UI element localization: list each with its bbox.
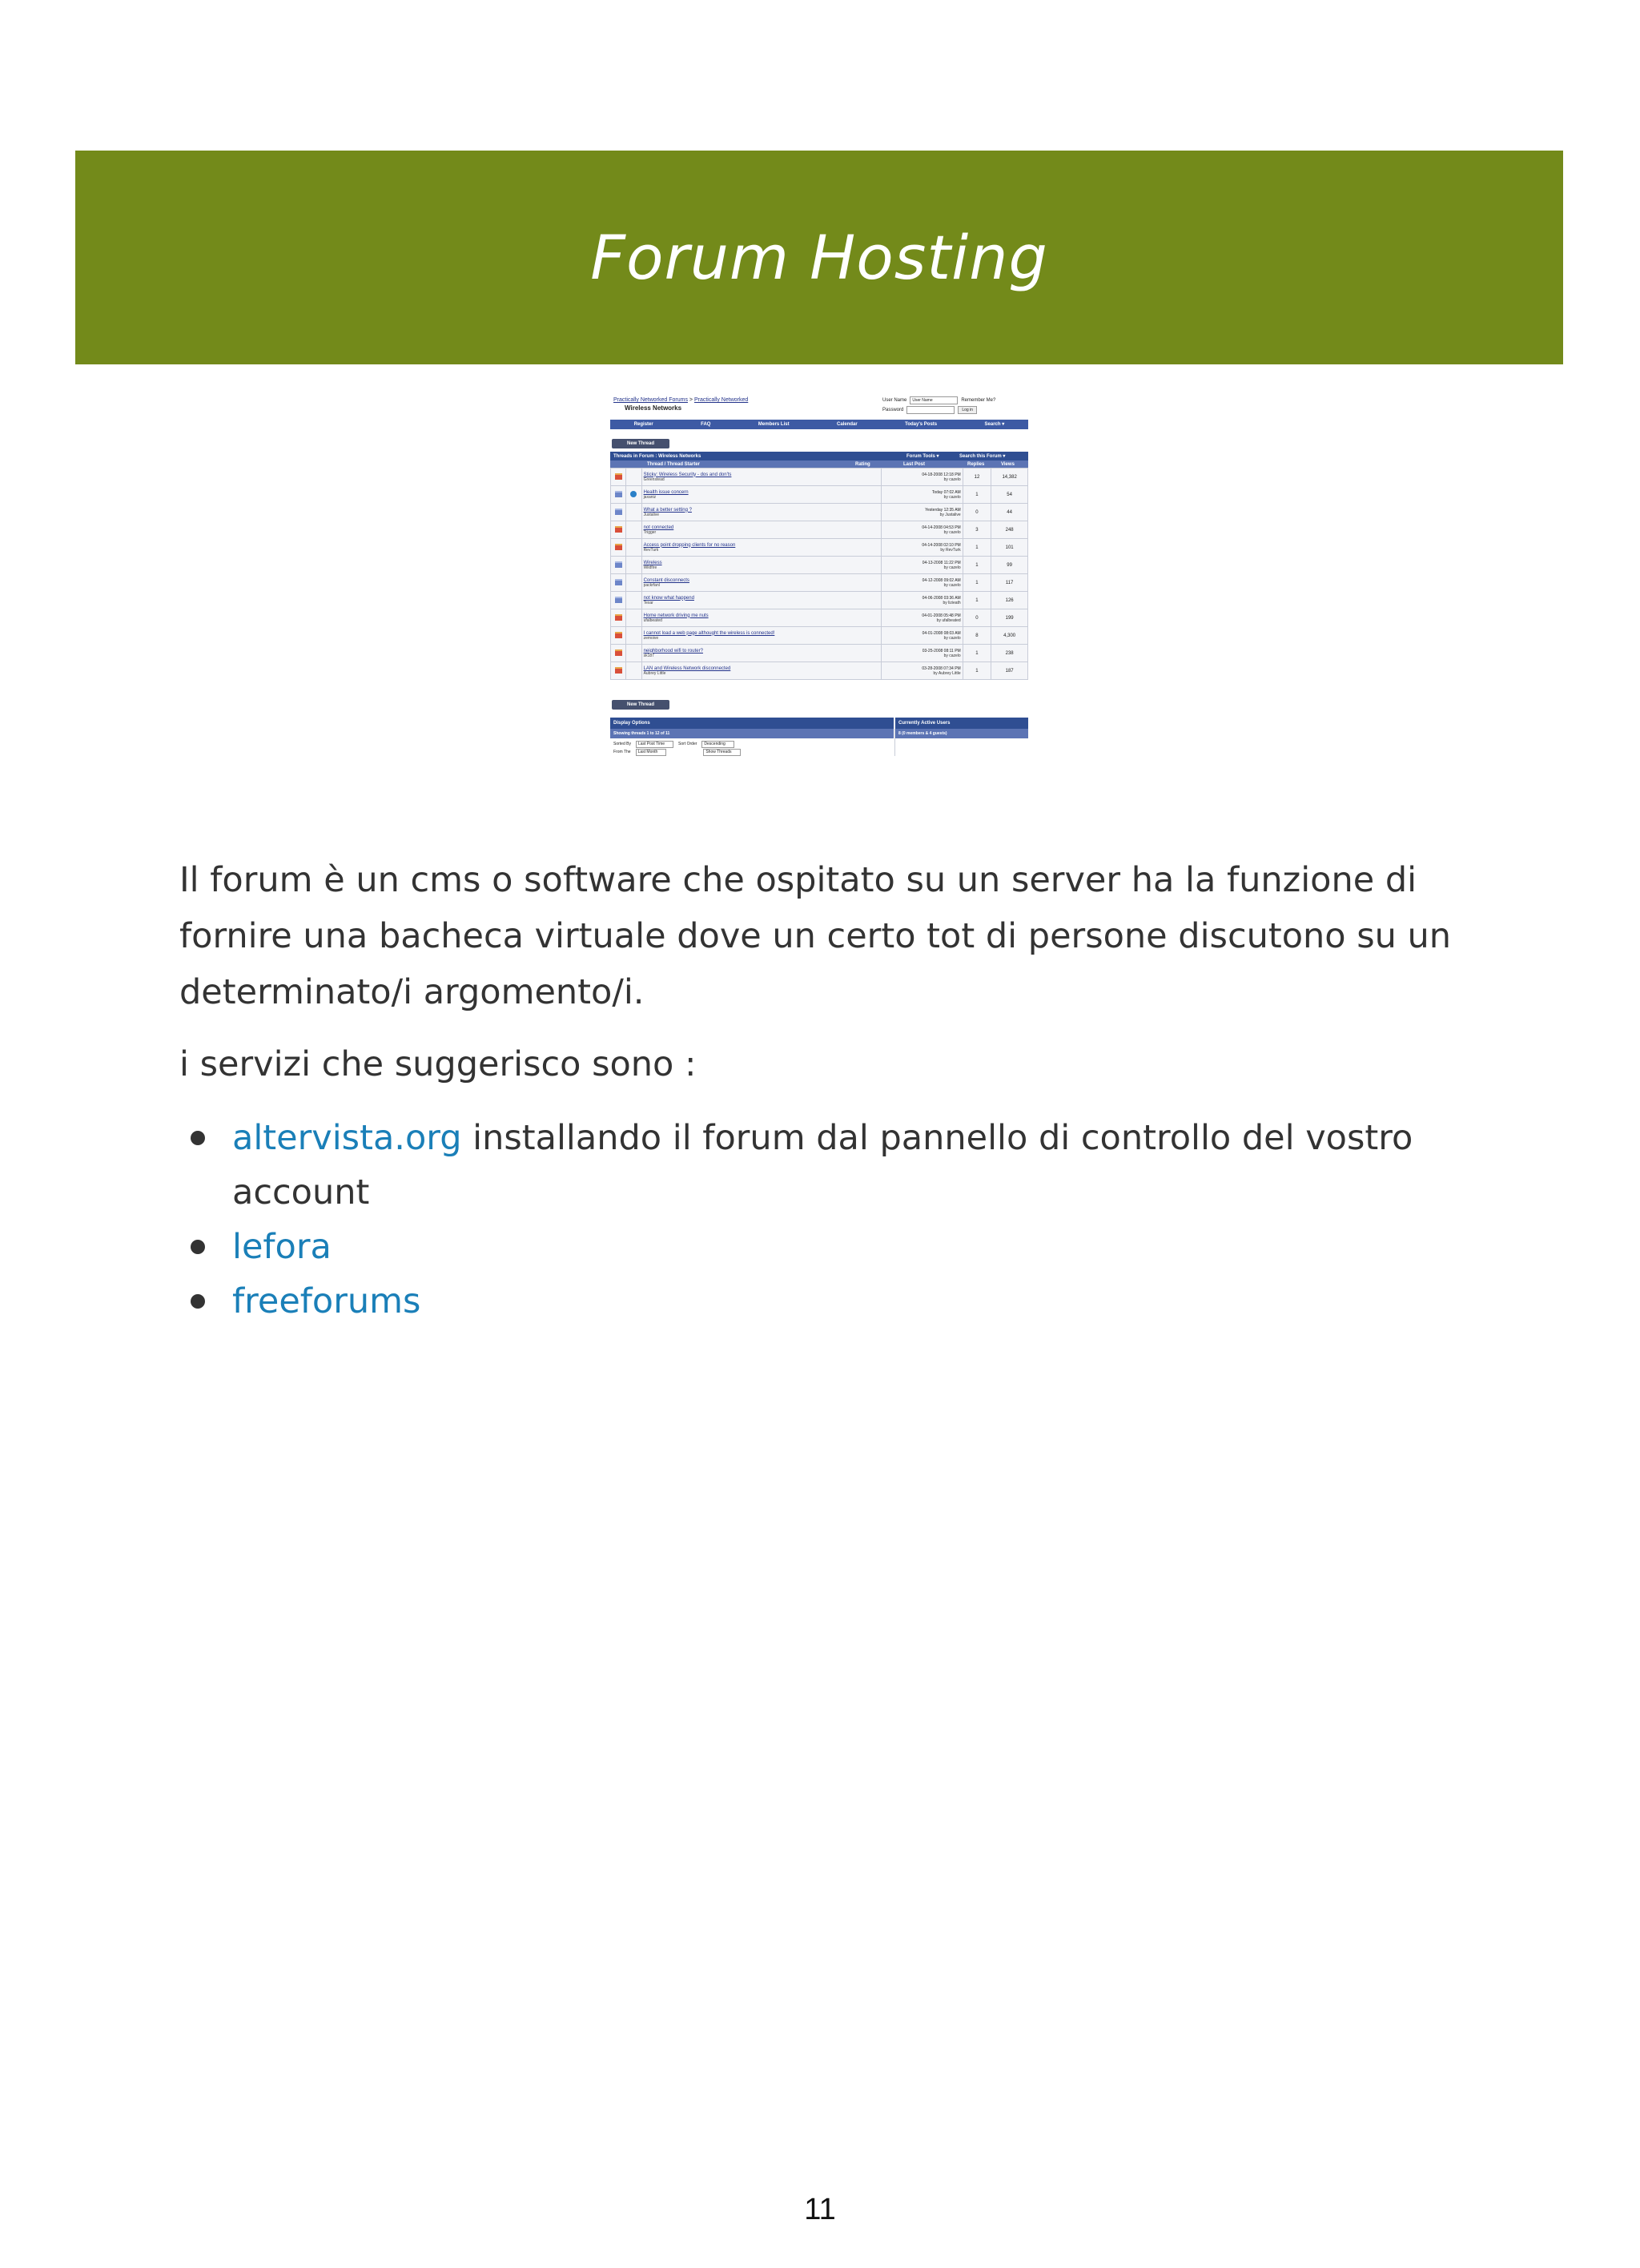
nav-register[interactable]: Register bbox=[633, 422, 653, 427]
page-number: 11 bbox=[804, 2193, 836, 2226]
table-row[interactable] bbox=[611, 662, 1028, 680]
last-post-user[interactable]: by Justalive bbox=[939, 512, 961, 517]
views-cell: 238 bbox=[991, 645, 1028, 662]
last-post-date: 04-14-2008 02:10 PM bbox=[922, 542, 961, 548]
thread-starter: Wildfire bbox=[643, 565, 657, 570]
replies-cell[interactable]: 1 bbox=[963, 662, 991, 680]
last-post-cell bbox=[882, 574, 963, 592]
link-freeforums[interactable]: freeforums bbox=[232, 1281, 421, 1321]
views-cell: 199 bbox=[991, 609, 1028, 627]
thread-title-link[interactable]: not know what happend bbox=[643, 595, 694, 601]
breadcrumb-separator: > bbox=[689, 397, 693, 403]
thread-icon-cell bbox=[626, 504, 641, 521]
folder-icon bbox=[615, 579, 622, 585]
views-cell: 187 bbox=[991, 662, 1028, 680]
thread-icon-cell bbox=[626, 627, 641, 645]
show-threads-button[interactable]: Show Threads bbox=[703, 749, 740, 756]
thread-title-link[interactable]: Health issue concern bbox=[643, 489, 689, 495]
services-list bbox=[179, 1111, 1493, 1329]
thread-starter: packrfanl bbox=[643, 582, 660, 588]
thread-starter: jaxaniz bbox=[643, 494, 657, 500]
username-input[interactable]: User Name bbox=[910, 396, 958, 404]
list-item-text: installando il forum dal pannello di controllo del vostro account bbox=[232, 1118, 1413, 1212]
thread-title-link[interactable]: Home network driving me nuts bbox=[643, 613, 709, 618]
thread-cell bbox=[641, 468, 882, 486]
remember-me-checkbox[interactable]: Remember Me? bbox=[961, 398, 996, 403]
last-post-cell bbox=[882, 521, 963, 539]
last-post-cell bbox=[882, 662, 963, 680]
intro-paragraph: Il forum è un cms o software che ospitato su un server ha la funzione di fornire una bacheca virtuale dove un certo tot di persone discutono su un determinato/i argomento/i. bbox=[179, 860, 1452, 1012]
views-cell: 4,300 bbox=[991, 627, 1028, 645]
replies-cell[interactable]: 1 bbox=[963, 574, 991, 592]
last-post-user[interactable]: by lizieath bbox=[943, 600, 961, 605]
nav-calendar[interactable]: Calendar bbox=[837, 422, 858, 427]
last-post-cell bbox=[882, 504, 963, 521]
replies-cell[interactable]: 1 bbox=[963, 539, 991, 557]
folder-icon bbox=[615, 473, 622, 480]
thread-cell bbox=[641, 504, 882, 521]
thread-icon-cell bbox=[626, 662, 641, 680]
thread-icon-cell bbox=[626, 521, 641, 539]
thread-icon-cell bbox=[626, 468, 641, 486]
thread-icon-cell bbox=[626, 574, 641, 592]
breadcrumb-link-category[interactable]: Practically Networked bbox=[693, 397, 749, 403]
thread-cell bbox=[641, 521, 882, 539]
thread-title-link[interactable]: Access point dropping clients for no reason bbox=[643, 542, 736, 548]
breadcrumb bbox=[613, 397, 748, 412]
services-intro: i servizi che suggerisco sono : bbox=[179, 1044, 697, 1084]
nav-members-list[interactable]: Members List bbox=[758, 422, 790, 427]
bullet-icon bbox=[191, 1131, 205, 1145]
bullet-icon bbox=[191, 1240, 205, 1254]
login-button[interactable]: Log in bbox=[958, 406, 977, 414]
thread-title-link[interactable]: I cannot load a web page althought the wireless is connected! bbox=[643, 630, 775, 636]
threads-bar-title: Threads in Forum : Wireless Networks bbox=[613, 454, 701, 459]
folder-icon bbox=[615, 544, 622, 550]
thread-cell bbox=[641, 609, 882, 627]
thread-starter: Trigger bbox=[643, 529, 657, 535]
sort-order-select[interactable]: Descending bbox=[701, 741, 734, 748]
new-thread-button[interactable]: New Thread bbox=[612, 439, 669, 448]
folder-icon bbox=[615, 632, 622, 638]
views-cell: 54 bbox=[991, 486, 1028, 504]
table-row[interactable] bbox=[611, 539, 1028, 557]
thread-cell bbox=[641, 627, 882, 645]
page-title: Forum Hosting bbox=[590, 222, 1048, 293]
thread-title-link[interactable]: Sticky: Wireless Security - dos and don'ts bbox=[643, 472, 732, 477]
last-post-user[interactable]: by cazelo bbox=[943, 653, 961, 658]
link-lefora[interactable]: lefora bbox=[232, 1227, 332, 1267]
forum-topbar bbox=[610, 394, 1028, 418]
thread-title-link[interactable]: neighborhood wifi to router? bbox=[643, 648, 703, 653]
replies-cell[interactable]: 12 bbox=[963, 468, 991, 486]
thread-starter: sk187 bbox=[643, 653, 654, 658]
sorted-by-label: Sorted By bbox=[613, 742, 631, 746]
replies-cell[interactable]: 1 bbox=[963, 557, 991, 574]
thread-cell bbox=[641, 645, 882, 662]
thread-status-cell bbox=[611, 609, 626, 627]
nav-search[interactable]: Search ▾ bbox=[984, 422, 1005, 427]
thread-starter: Texar bbox=[643, 600, 653, 605]
replies-cell[interactable]: 0 bbox=[963, 504, 991, 521]
display-options-bar: Display Options bbox=[610, 718, 894, 729]
active-users-bar: Currently Active Users bbox=[895, 718, 1028, 729]
last-post-date: 04-01-2008 08:03 AM bbox=[922, 630, 961, 636]
nav-faq[interactable]: FAQ bbox=[701, 422, 711, 427]
display-options-form bbox=[613, 740, 894, 756]
login-box bbox=[882, 396, 1028, 416]
last-post-date: Today 07:02 AM bbox=[931, 489, 961, 495]
table-row[interactable] bbox=[611, 645, 1028, 662]
table-row[interactable] bbox=[611, 521, 1028, 539]
thread-status-cell bbox=[611, 504, 626, 521]
views-cell: 101 bbox=[991, 539, 1028, 557]
col-rating[interactable]: Rating bbox=[855, 462, 870, 467]
thread-status-cell bbox=[611, 592, 626, 609]
table-row[interactable] bbox=[611, 592, 1028, 609]
table-row[interactable] bbox=[611, 609, 1028, 627]
last-post-date: 04-14-2008 04:53 PM bbox=[922, 525, 961, 530]
table-row[interactable] bbox=[611, 486, 1028, 504]
thread-icon-cell bbox=[626, 539, 641, 557]
last-post-cell bbox=[882, 557, 963, 574]
forum-screenshot bbox=[610, 394, 1028, 756]
list-item bbox=[179, 1274, 1493, 1329]
replies-cell[interactable]: 3 bbox=[963, 521, 991, 539]
forum-title: Wireless Networks bbox=[625, 404, 682, 412]
thread-starter: Aubrey Little bbox=[643, 670, 666, 676]
thread-status-cell bbox=[611, 539, 626, 557]
col-last-post[interactable]: Last Post bbox=[903, 462, 926, 467]
thread-status-cell bbox=[611, 627, 626, 645]
last-post-cell bbox=[882, 486, 963, 504]
last-post-user[interactable]: by cazelo bbox=[943, 477, 961, 482]
thread-status-cell bbox=[611, 521, 626, 539]
table-row[interactable] bbox=[611, 504, 1028, 521]
col-views[interactable]: Views bbox=[1001, 462, 1015, 467]
last-post-date: 04-12-2008 09:02 AM bbox=[922, 577, 961, 583]
bullet-icon bbox=[191, 1294, 205, 1309]
thread-icon-cell bbox=[626, 486, 641, 504]
last-post-cell bbox=[882, 592, 963, 609]
views-cell: 248 bbox=[991, 521, 1028, 539]
last-post-cell bbox=[882, 645, 963, 662]
folder-icon bbox=[615, 491, 622, 497]
username-label: User Name bbox=[882, 398, 907, 403]
last-post-cell bbox=[882, 539, 963, 557]
replies-cell[interactable]: 1 bbox=[963, 645, 991, 662]
last-post-date: 03-25-2008 08:11 PM bbox=[922, 648, 961, 653]
last-post-date: 04-06-2008 03:36 AM bbox=[922, 595, 961, 601]
thread-title-link[interactable]: Constant disconnects bbox=[643, 577, 689, 583]
replies-cell[interactable]: 1 bbox=[963, 486, 991, 504]
password-label: Password bbox=[882, 408, 904, 412]
views-cell: 99 bbox=[991, 557, 1028, 574]
thread-starter: Greenstead bbox=[643, 477, 665, 482]
last-post-user[interactable]: by cazelo bbox=[943, 635, 961, 641]
col-replies[interactable]: Replies bbox=[967, 462, 985, 467]
showing-threads-text: Showing threads 1 to 12 of 11 bbox=[610, 729, 894, 738]
nav-todays-posts[interactable]: Today's Posts bbox=[905, 422, 938, 427]
replies-cell[interactable]: 1 bbox=[963, 592, 991, 609]
thread-status-cell bbox=[611, 662, 626, 680]
thread-starter: RevTurk bbox=[643, 547, 659, 553]
thread-icon-cell bbox=[626, 557, 641, 574]
from-the-select[interactable]: Last Month bbox=[636, 749, 667, 756]
thread-starter: zemoive bbox=[643, 635, 659, 641]
folder-icon bbox=[615, 667, 622, 674]
last-post-date: Yesterday 12:35 AM bbox=[925, 507, 961, 513]
link-altervista[interactable]: altervista.org bbox=[232, 1118, 462, 1158]
breadcrumb-link-forums[interactable]: Practically Networked Forums bbox=[613, 397, 688, 403]
thread-title-link[interactable]: not connected bbox=[643, 525, 674, 530]
forum-tools-menu[interactable]: Forum Tools ▾ bbox=[906, 454, 939, 459]
thread-status-cell bbox=[611, 645, 626, 662]
thread-cell bbox=[641, 662, 882, 680]
last-post-cell bbox=[882, 627, 963, 645]
views-cell: 44 bbox=[991, 504, 1028, 521]
last-post-user[interactable]: by Aubrey Little bbox=[933, 670, 961, 676]
replies-cell[interactable]: 0 bbox=[963, 609, 991, 627]
views-cell: 117 bbox=[991, 574, 1028, 592]
folder-icon bbox=[615, 509, 622, 515]
search-forum-menu[interactable]: Search this Forum ▾ bbox=[959, 454, 1006, 459]
thread-status-cell bbox=[611, 486, 626, 504]
last-post-cell bbox=[882, 468, 963, 486]
sort-order-label: Sort Order bbox=[678, 742, 697, 746]
last-post-user[interactable]: by cazelo bbox=[943, 494, 961, 500]
table-row[interactable] bbox=[611, 627, 1028, 645]
last-post-date: 04-13-2008 11:22 PM bbox=[922, 560, 961, 565]
thread-cell bbox=[641, 557, 882, 574]
thread-starter: Justalive bbox=[643, 512, 660, 517]
table-row[interactable] bbox=[611, 557, 1028, 574]
last-post-user[interactable]: by cazelo bbox=[943, 565, 961, 570]
from-the-label: From The bbox=[613, 750, 631, 754]
thread-title-link[interactable]: LAN and Wireless Network disconnected bbox=[643, 666, 731, 671]
last-post-cell bbox=[882, 609, 963, 627]
last-post-date: 03-28-2008 07:34 PM bbox=[922, 666, 961, 671]
folder-icon bbox=[615, 561, 622, 568]
last-post-user[interactable]: by RevTurk bbox=[940, 547, 961, 553]
thread-cell bbox=[641, 539, 882, 557]
folder-icon bbox=[615, 526, 622, 533]
thread-icon-cell bbox=[626, 592, 641, 609]
last-post-date: 04-18-2008 12:18 PM bbox=[922, 472, 961, 477]
new-thread-button-bottom[interactable]: New Thread bbox=[612, 700, 669, 710]
list-item bbox=[179, 1220, 1493, 1274]
threads-table bbox=[610, 468, 1028, 680]
views-cell: 126 bbox=[991, 592, 1028, 609]
sorted-by-select[interactable]: Last Post Time bbox=[636, 741, 673, 748]
folder-icon bbox=[615, 614, 622, 621]
password-input[interactable] bbox=[906, 406, 955, 414]
thread-status-cell bbox=[611, 574, 626, 592]
thread-cell bbox=[641, 592, 882, 609]
thread-cell bbox=[641, 486, 882, 504]
replies-cell[interactable]: 8 bbox=[963, 627, 991, 645]
thread-status-cell bbox=[611, 557, 626, 574]
table-row[interactable] bbox=[611, 574, 1028, 592]
thread-icon-cell bbox=[626, 645, 641, 662]
thread-title-link[interactable]: What a better setting ? bbox=[643, 507, 692, 513]
thread-status-cell bbox=[611, 468, 626, 486]
last-post-user[interactable]: by ufalbeated bbox=[936, 617, 961, 623]
last-post-date: 04-01-2008 05:48 PM bbox=[922, 613, 961, 618]
thread-cell bbox=[641, 574, 882, 592]
last-post-user[interactable]: by cazelo bbox=[943, 529, 961, 535]
table-row[interactable] bbox=[611, 468, 1028, 486]
thread-title-link[interactable]: Wireless bbox=[643, 560, 662, 565]
views-cell: 14,382 bbox=[991, 468, 1028, 486]
folder-icon bbox=[615, 649, 622, 656]
panel-divider bbox=[894, 729, 895, 756]
globe-icon bbox=[630, 491, 637, 497]
thread-icon-cell bbox=[626, 609, 641, 627]
col-thread[interactable]: Thread / Thread Starter bbox=[647, 462, 701, 467]
thread-starter: ufalbeated bbox=[643, 617, 662, 623]
active-users-count: 8 (0 members & 4 guests) bbox=[895, 729, 1028, 738]
forum-navbar bbox=[610, 420, 1028, 429]
list-item bbox=[179, 1111, 1493, 1220]
title-banner bbox=[75, 151, 1563, 364]
folder-icon bbox=[615, 597, 622, 603]
last-post-user[interactable]: by cazelo bbox=[943, 582, 961, 588]
